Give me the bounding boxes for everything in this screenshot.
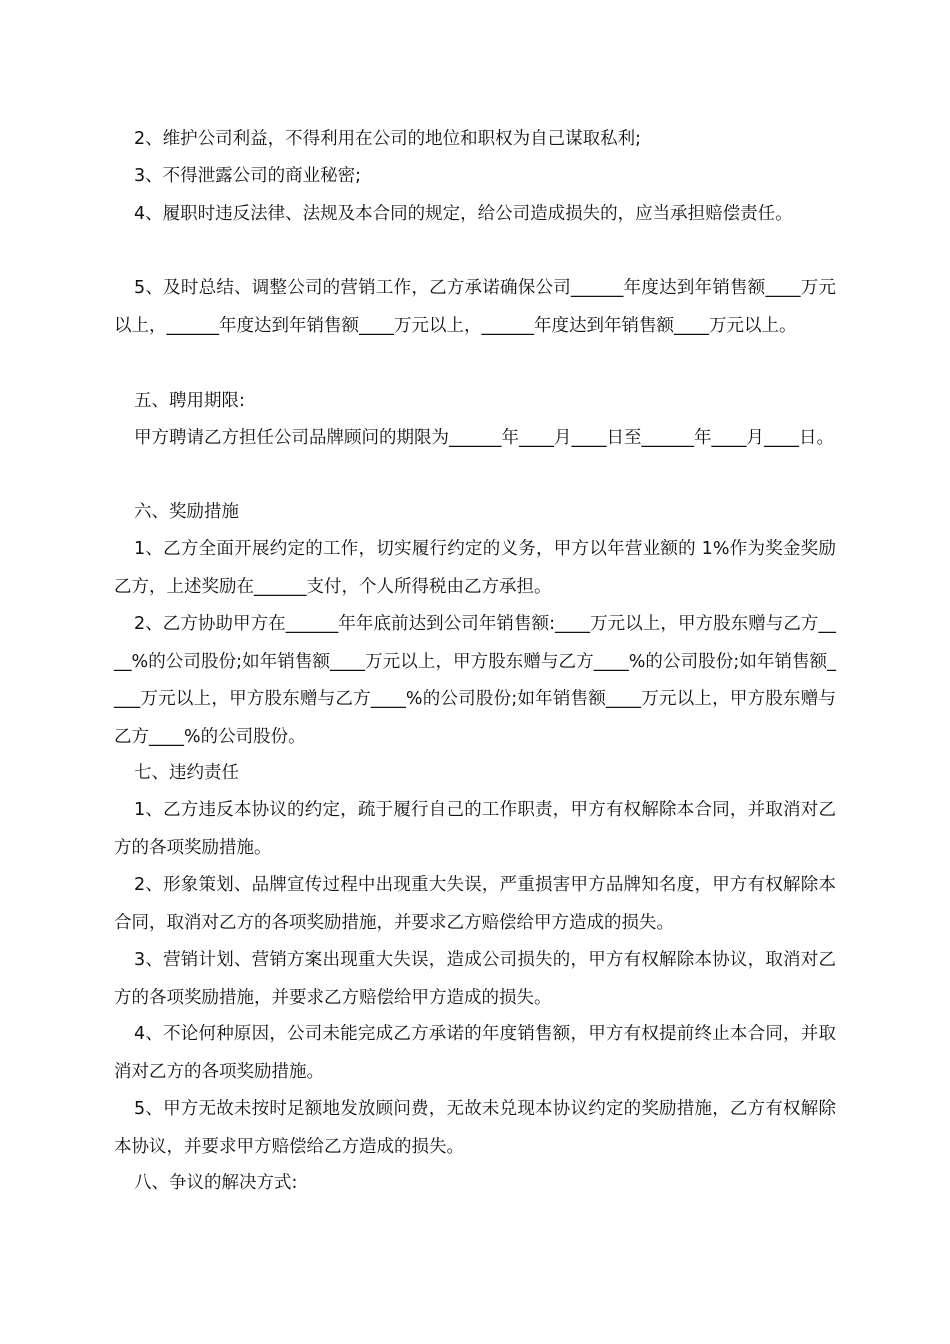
clause-paragraph: 3、不得泄露公司的商业秘密;	[134, 166, 362, 186]
clause-paragraph: 4、不论何种原因，公司未能完成乙方承诺的年度销售额，甲方有权提前终止本合同，并取消对乙方的各项奖励措施。	[114, 1024, 836, 1082]
clause-paragraph: 2、乙方协助甲方在______年年底前达到公司年销售额:____万元以上，甲方股东赠与乙方____%的公司股份;如年销售额____万元以上，甲方股东赠与乙方____%的公司股份;如年销售额____万元以上，甲方股东赠与乙方____%的公司股份;如年销售额____万元以上，甲方股东赠与乙方____%的公司股份。	[114, 614, 836, 747]
clause-paragraph: 1、乙方违反本协议的约定，疏于履行自己的工作职责，甲方有权解除本合同，并取消对乙方的各项奖励措施。	[114, 800, 836, 858]
clause-paragraph: 2、维护公司利益，不得利用在公司的地位和职权为自己谋取私利;	[134, 129, 642, 149]
clause-paragraph: 3、营销计划、营销方案出现重大失误，造成公司损失的，甲方有权解除本协议，取消对乙方的各项奖励措施，并要求乙方赔偿给甲方造成的损失。	[114, 950, 836, 1008]
clause-paragraph: 4、履职时违反法律、法规及本合同的规定，给公司造成损失的，应当承担赔偿责任。	[134, 204, 793, 224]
clause-paragraph: 甲方聘请乙方担任公司品牌顾问的期限为______年____月____日至______年____月____日。	[134, 428, 834, 448]
clause-paragraph: 1、乙方全面开展约定的工作，切实履行约定的义务，甲方以年营业额的 1%作为奖金奖励乙方，上述奖励在______支付，个人所得税由乙方承担。	[114, 539, 836, 597]
section-heading: 七、违约责任	[134, 763, 239, 783]
clause-paragraph: 2、形象策划、品牌宣传过程中出现重大失误，严重损害甲方品牌知名度，甲方有权解除本合同，取消对乙方的各项奖励措施，并要求乙方赔偿给甲方造成的损失。	[114, 875, 836, 933]
section-heading: 八、争议的解决方式:	[134, 1173, 298, 1193]
section-heading: 五、聘用期限:	[134, 391, 245, 411]
clause-paragraph: 5、甲方无故未按时足额地发放顾问费，无故未兑现本协议约定的奖励措施，乙方有权解除本协议，并要求甲方赔偿给乙方造成的损失。	[114, 1099, 836, 1157]
section-heading: 六、奖励措施	[134, 502, 239, 522]
clause-paragraph: 5、及时总结、调整公司的营销工作，乙方承诺确保公司______年度达到年销售额____万元以上，______年度达到年销售额____万元以上，______年度达到年销售额____万元以上。	[114, 278, 836, 336]
